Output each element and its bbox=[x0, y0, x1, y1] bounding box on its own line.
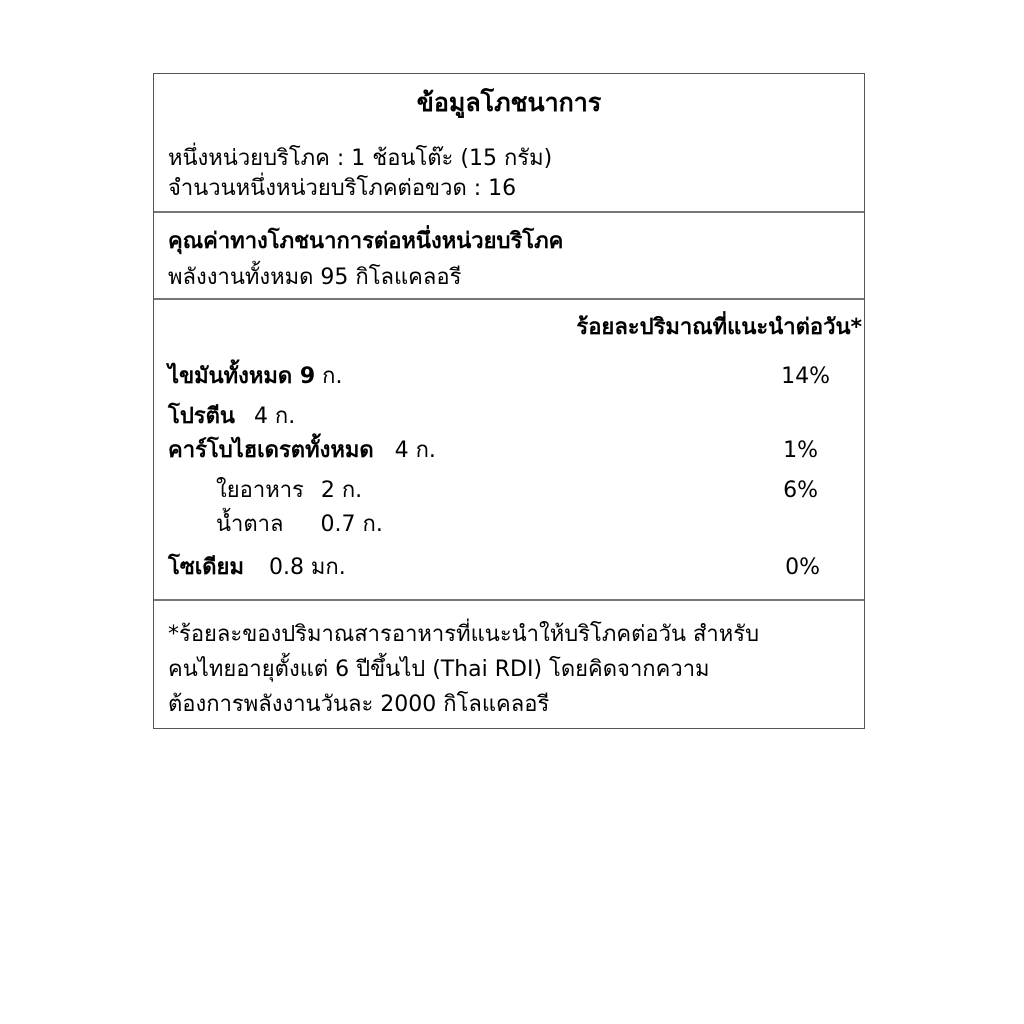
nutrient-name: ไขมันทั้งหมด 9 bbox=[168, 364, 316, 389]
nutrient-name: โปรตีน bbox=[168, 404, 235, 429]
nutrient-amount: 4 ก. bbox=[394, 438, 436, 463]
rdi-heading: ร้อยละปริมาณที่แนะนำต่อวัน* bbox=[576, 315, 862, 340]
nutrient-pct-carbohydrate: 1% bbox=[783, 438, 818, 463]
nutrient-name: โซเดียม bbox=[168, 555, 244, 580]
nutrition-facts-label bbox=[153, 73, 865, 729]
serving-size: หนึ่งหน่วยบริโภค : 1 ช้อนโต๊ะ (15 กรัม) bbox=[168, 146, 553, 171]
divider bbox=[154, 599, 864, 601]
footnote-line: คนไทยอายุตั้งแต่ 6 ปีขึ้นไป (Thai RDI) โดยคิดจากความ bbox=[168, 657, 710, 682]
nutrient-row-protein bbox=[168, 406, 295, 428]
nutrient-amount: 0.8 มก. bbox=[268, 555, 346, 580]
nutrient-amount: 2 ก. bbox=[320, 478, 363, 503]
nutrient-amount: ก. bbox=[322, 364, 343, 389]
nutrient-row-fiber bbox=[216, 480, 362, 502]
nutrient-pct-fat: 14% bbox=[781, 364, 830, 389]
nutrient-amount: 4 ก. bbox=[253, 404, 296, 429]
label-title: ข้อมูลโภชนาการ bbox=[416, 88, 602, 117]
nutrient-row-fat bbox=[168, 366, 342, 388]
servings-per-container: จำนวนหนึ่งหน่วยบริโภคต่อขวด : 16 bbox=[168, 176, 517, 201]
nutrient-row-carbohydrate bbox=[168, 440, 436, 462]
per-serving-heading: คุณค่าทางโภชนาการต่อหนึ่งหน่วยบริโภค bbox=[168, 229, 564, 254]
energy-total: พลังงานทั้งหมด 95 กิโลแคลอรี bbox=[168, 265, 462, 290]
nutrient-amount: 0.7 ก. bbox=[320, 512, 383, 537]
footnote-line: *ร้อยละของปริมาณสารอาหารที่แนะนำให้บริโภคต่อวัน สำหรับ bbox=[168, 622, 760, 647]
footnote-line: ต้องการพลังงานวันละ 2000 กิโลแคลอรี bbox=[168, 692, 550, 717]
divider bbox=[154, 211, 864, 213]
nutrient-name: ใยอาหาร bbox=[216, 478, 304, 503]
nutrient-pct-fiber: 6% bbox=[783, 478, 818, 503]
nutrient-name: น้ำตาล bbox=[216, 512, 284, 537]
nutrient-name: คาร์โบไฮเดรตทั้งหมด bbox=[168, 438, 374, 463]
nutrient-row-sugar bbox=[216, 514, 383, 536]
nutrient-row-sodium bbox=[168, 557, 346, 579]
nutrient-pct-sodium: 0% bbox=[785, 555, 820, 580]
divider bbox=[154, 298, 864, 300]
